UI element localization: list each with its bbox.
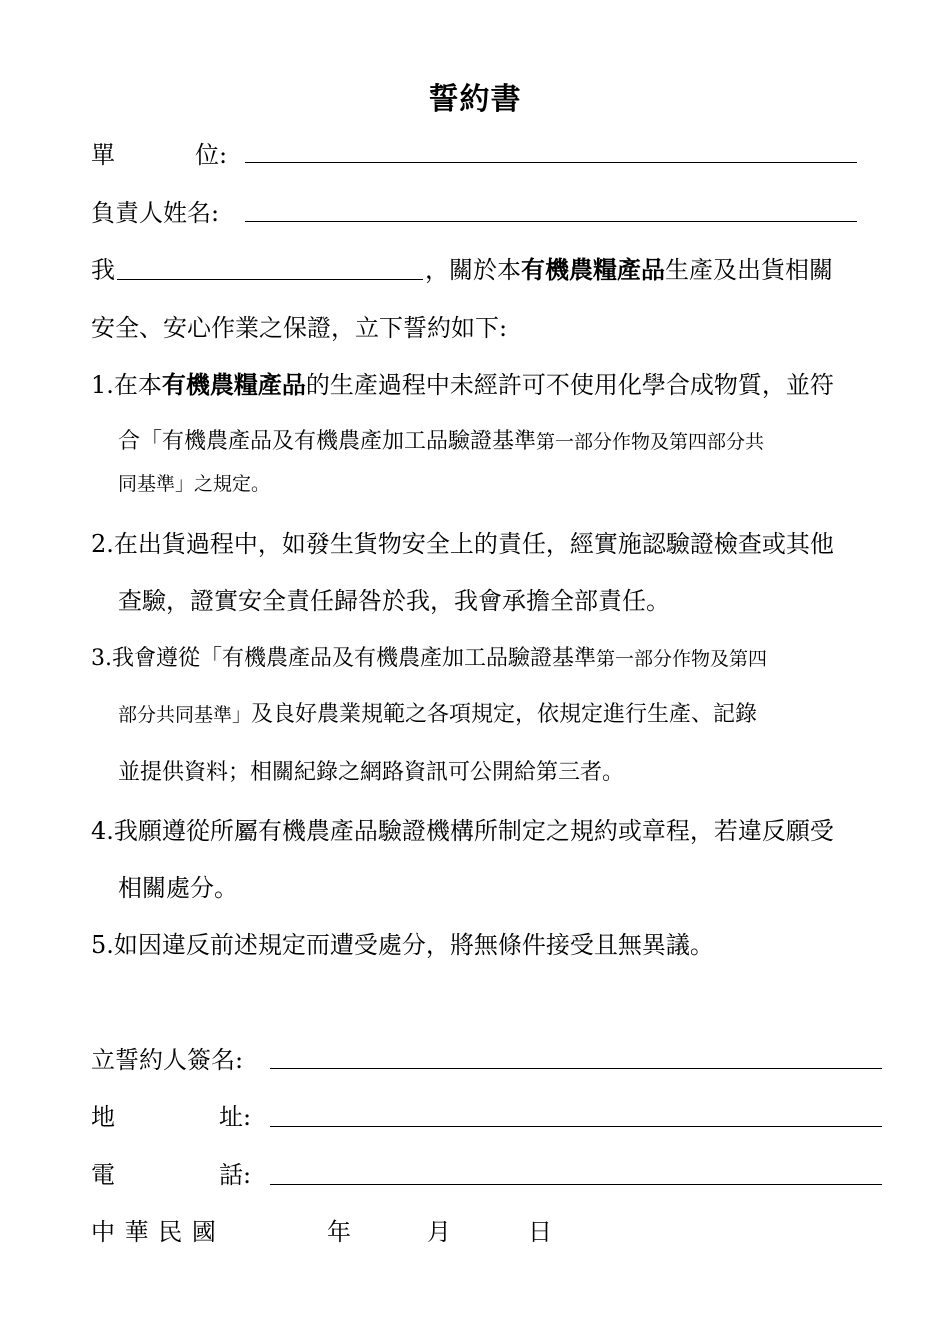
phone-label-char2: 話: xyxy=(219,1161,252,1189)
item1-text-b: 的生產過程中未經許可不使用化學合成物質，並符 xyxy=(305,371,834,399)
item1-line2 xyxy=(118,431,764,453)
unit-label-char2: 位: xyxy=(195,141,228,169)
item1-standard-main: 合「有機農產品及有機農產加工品驗證基準 xyxy=(118,429,537,454)
date-month-label: 月 xyxy=(427,1218,451,1246)
item1-number: 1. xyxy=(91,371,114,399)
pledge-intro-post: 生產及出貨相關 xyxy=(665,256,833,284)
item1-standard-small: 第一部分作物及第四部分共 xyxy=(536,431,765,453)
pledge-product-bold: 有機農糧產品 xyxy=(521,255,665,284)
document-title: 誓約書 xyxy=(428,82,522,117)
signer-label: 立誓約人簽名: xyxy=(91,1046,244,1074)
item1-product-bold: 有機農糧產品 xyxy=(161,370,306,399)
item3-standard-main: 3.我會遵從「有機農產品及有機農產加工品驗證基準 xyxy=(91,646,596,671)
item2-line2: 查驗，證實安全責任歸咎於我，我會承擔全部責任。 xyxy=(118,587,670,615)
item4-line2: 相關處分。 xyxy=(118,874,238,902)
item4-line1: 4.我願遵從所屬有機農產品驗證機構所制定之規約或章程，若違反願受 xyxy=(91,817,834,845)
item1-line1 xyxy=(91,370,834,399)
pledger-name-input-line[interactable] xyxy=(117,279,423,280)
unit-input-line[interactable] xyxy=(245,162,857,163)
item1-line3: 同基準」之規定。 xyxy=(118,473,271,495)
item3-standard-small: 第一部分作物及第四 xyxy=(596,648,768,670)
phone-input-line[interactable] xyxy=(270,1184,882,1185)
date-day-label: 日 xyxy=(528,1218,552,1246)
item1-text-a: 在本 xyxy=(113,371,162,399)
pledge-line2: 安全、安心作業之保證，立下誓約如下: xyxy=(91,314,508,342)
item3-standard-small-cont: 部分共同基準」 xyxy=(118,704,252,726)
pledge-intro xyxy=(425,255,833,284)
item3-rules-main: 及良好農業規範之各項規定，依規定進行生產、記錄 xyxy=(251,702,758,727)
date-year-label: 年 xyxy=(327,1218,351,1246)
unit-label-char1: 單 xyxy=(91,141,115,169)
address-input-line[interactable] xyxy=(270,1126,882,1127)
pledge-me: 我 xyxy=(91,256,115,284)
item2-line1: 2.在出貨過程中，如發生貨物安全上的責任，經實施認驗證檢查或其他 xyxy=(91,530,834,558)
address-label-char1: 地 xyxy=(91,1103,115,1131)
signer-input-line[interactable] xyxy=(270,1068,882,1069)
item3-line3: 並提供資料；相關紀錄之網路資訊可公開給第三者。 xyxy=(118,760,625,785)
address-label-char2: 址: xyxy=(219,1103,252,1131)
owner-name-input-line[interactable] xyxy=(245,221,857,222)
item3-line1 xyxy=(91,648,767,670)
item5-line1: 5.如因違反前述規定而遭受處分，將無條件接受且無異議。 xyxy=(91,931,714,959)
pledge-intro-pre: ，關於本 xyxy=(425,256,521,284)
owner-name-label: 負責人姓名: xyxy=(91,199,220,227)
phone-label-char1: 電 xyxy=(91,1161,115,1189)
date-roc-label: 中 華 民 國 xyxy=(91,1218,216,1246)
item3-line2 xyxy=(118,704,757,726)
